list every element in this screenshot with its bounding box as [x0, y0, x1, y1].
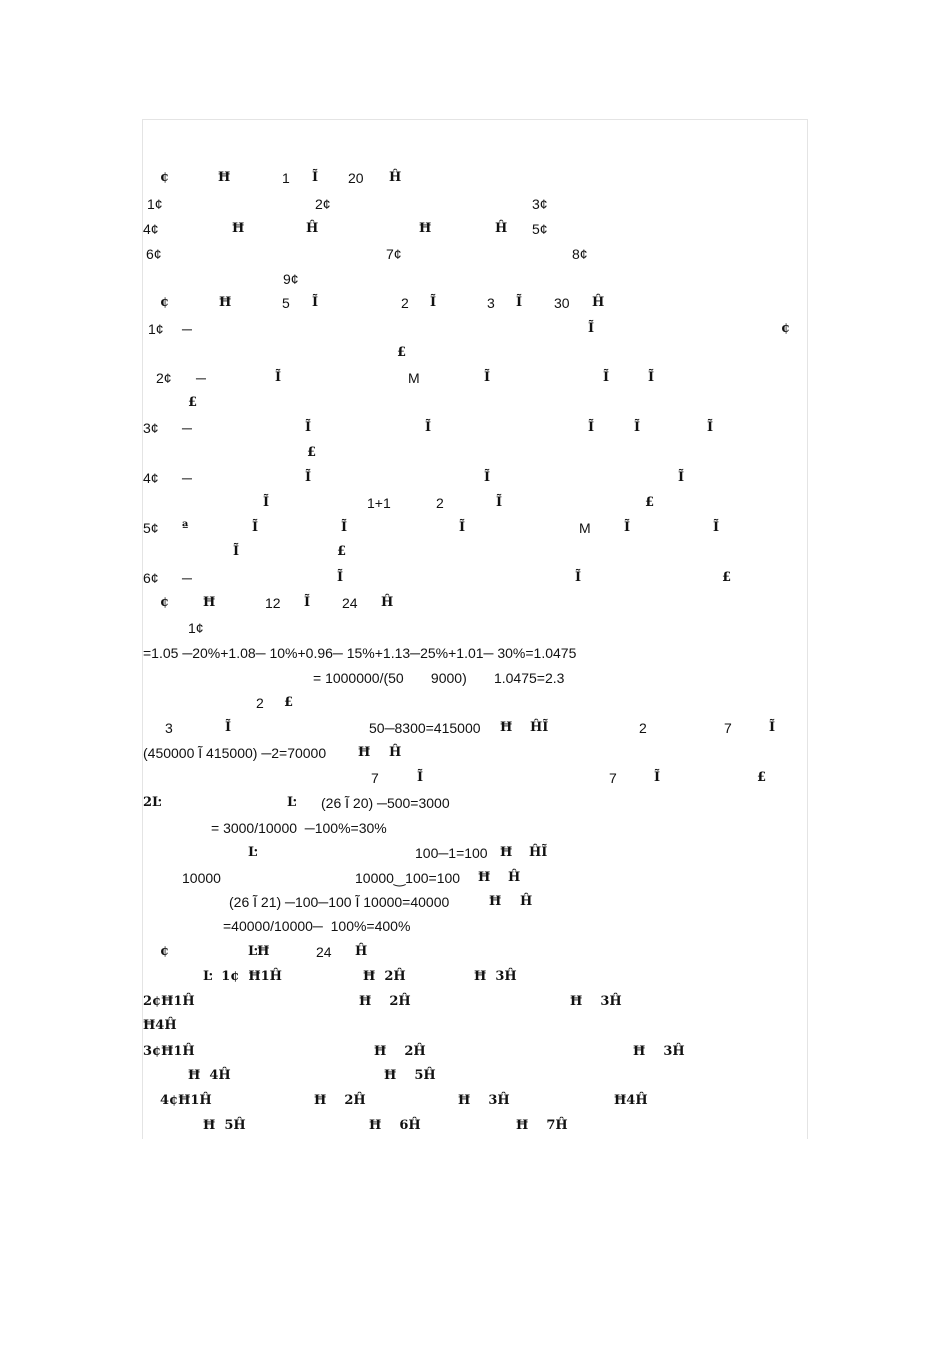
- text-fragment: ─: [196, 370, 206, 386]
- text-fragment: 7¢: [386, 246, 402, 262]
- text-fragment: Ĩ: [678, 470, 685, 485]
- text-fragment: Ĥ: [306, 221, 319, 236]
- text-line: [0, 343, 950, 365]
- text-fragment: 2Ŀ: [143, 795, 162, 810]
- text-fragment: 1¢: [147, 196, 163, 212]
- text-line: [0, 568, 950, 590]
- text-fragment: Ħ: [358, 745, 371, 760]
- text-line: [0, 743, 950, 765]
- text-fragment: Ĩ: [312, 295, 319, 310]
- text-fragment: Ĩ: [624, 520, 631, 535]
- text-fragment: £: [307, 445, 317, 460]
- text-line: [0, 593, 950, 615]
- text-fragment: 4¢: [143, 470, 159, 486]
- text-fragment: Ĥ: [495, 221, 508, 236]
- text-fragment: 50─8300=415000: [369, 720, 481, 736]
- text-line: [0, 718, 950, 740]
- text-line: [0, 1016, 950, 1038]
- text-fragment: Ĩ: [516, 295, 523, 310]
- text-fragment: ĤĨ: [529, 845, 548, 860]
- text-fragment: M: [408, 370, 420, 386]
- text-fragment: Ħ: [219, 295, 232, 310]
- text-fragment: ─: [182, 470, 192, 486]
- text-fragment: 1+1: [367, 495, 391, 511]
- text-fragment: Ĩ: [252, 520, 259, 535]
- text-fragment: Ħ: [500, 845, 513, 860]
- text-fragment: 7: [371, 770, 379, 786]
- text-fragment: £: [397, 345, 407, 360]
- text-fragment: Ħ 5Ĥ: [203, 1118, 246, 1133]
- text-line: [0, 393, 950, 415]
- text-fragment: 3¢: [532, 196, 548, 212]
- text-fragment: 2¢: [156, 370, 172, 386]
- text-fragment: Ħ 5Ĥ: [384, 1068, 436, 1083]
- text-line: [0, 194, 950, 216]
- text-fragment: Ħ 3Ĥ: [458, 1093, 510, 1108]
- text-line: [0, 668, 950, 690]
- text-fragment: Ĩ: [417, 770, 424, 785]
- text-fragment: Ħ 4Ĥ: [188, 1068, 231, 1083]
- text-fragment: Ĩ: [654, 770, 661, 785]
- text-fragment: Ĩ: [588, 420, 595, 435]
- text-fragment: 100─1=100: [415, 845, 488, 861]
- text-line: [0, 443, 950, 465]
- text-fragment: Ħ 3Ĥ: [633, 1044, 685, 1059]
- text-fragment: ª: [182, 520, 189, 535]
- text-line: [0, 992, 950, 1014]
- text-fragment: Ĩ: [769, 720, 776, 735]
- text-fragment: 6¢: [146, 246, 162, 262]
- text-fragment: Ħ 6Ĥ: [369, 1118, 421, 1133]
- text-fragment: Ĥ: [355, 944, 368, 959]
- text-fragment: Ĩ: [713, 520, 720, 535]
- text-fragment: Ĩ: [341, 520, 348, 535]
- text-line: [0, 368, 950, 390]
- text-fragment: Ħ: [218, 170, 231, 185]
- text-fragment: ¢: [781, 321, 791, 336]
- text-line: [0, 618, 950, 640]
- text-fragment: Ħ4Ĥ: [614, 1093, 648, 1108]
- text-fragment: Ħ: [203, 595, 216, 610]
- text-fragment: 4¢: [143, 221, 159, 237]
- text-fragment: Ĩ: [305, 470, 312, 485]
- text-fragment: Ħ: [478, 870, 491, 885]
- text-line: [0, 818, 950, 840]
- text-fragment: =1.05 ─20%+1.08─ 10%+0.96─ 15%+1.13─25%+1.01─ 30%=1.0475: [143, 645, 577, 661]
- text-fragment: Ĩ: [337, 570, 344, 585]
- text-fragment: Ĥ: [389, 170, 402, 185]
- text-fragment: 2: [401, 295, 409, 311]
- text-fragment: Ĩ: [225, 720, 232, 735]
- text-fragment: ─: [182, 321, 192, 337]
- text-fragment: Ħ 2Ĥ: [374, 1044, 426, 1059]
- text-fragment: 1: [282, 170, 290, 186]
- text-fragment: Ĩ: [275, 370, 282, 385]
- text-fragment: Ĩ: [707, 420, 714, 435]
- text-line: [0, 244, 950, 266]
- text-fragment: 3: [165, 720, 173, 736]
- text-fragment: Ĩ: [425, 420, 432, 435]
- text-fragment: Ŀ: [248, 845, 258, 860]
- text-fragment: 12: [265, 595, 281, 611]
- text-fragment: (26 Ĩ 20) ─500=3000: [321, 795, 450, 811]
- text-fragment: £: [284, 695, 294, 710]
- text-fragment: Ĥ: [520, 894, 533, 909]
- text-line: [0, 493, 950, 515]
- text-fragment: Ĩ: [312, 170, 319, 185]
- text-line: [0, 269, 950, 291]
- text-line: [0, 643, 950, 665]
- text-fragment: 8¢: [572, 246, 588, 262]
- text-line: [0, 219, 950, 241]
- text-fragment: 1¢: [188, 620, 204, 636]
- text-fragment: Ĩ: [575, 570, 582, 585]
- text-line: [0, 518, 950, 540]
- text-fragment: 7: [724, 720, 732, 736]
- text-fragment: (450000 Ĩ 415000) ─2=70000: [143, 745, 327, 761]
- text-fragment: Ĥ: [381, 595, 394, 610]
- text-line: [0, 168, 950, 190]
- text-fragment: Ŀ 1¢ Ħ1Ĥ: [203, 969, 282, 984]
- text-fragment: Ĩ: [648, 370, 655, 385]
- text-fragment: Ĥ: [389, 745, 402, 760]
- text-line: [0, 1066, 950, 1088]
- text-fragment: M: [579, 520, 591, 536]
- text-fragment: Ĩ: [263, 495, 270, 510]
- text-fragment: (26 Ĩ 21) ─100─100 Ĩ 10000=40000: [229, 894, 450, 910]
- text-fragment: 5¢: [532, 221, 548, 237]
- text-fragment: 3: [487, 295, 495, 311]
- text-fragment: £: [722, 570, 732, 585]
- text-fragment: 24: [342, 595, 358, 611]
- text-fragment: 24: [316, 944, 332, 960]
- text-fragment: Ĩ: [305, 420, 312, 435]
- text-fragment: Ĩ: [484, 470, 491, 485]
- text-fragment: ¢: [160, 944, 170, 959]
- text-fragment: Ħ 2Ĥ: [314, 1093, 366, 1108]
- text-fragment: Ĩ: [304, 595, 311, 610]
- text-fragment: Ĩ: [496, 495, 503, 510]
- text-fragment: 3¢Ħ1Ĥ: [143, 1044, 195, 1059]
- text-fragment: ─: [182, 420, 192, 436]
- text-fragment: = 3000/10000 ─100%=30%: [211, 820, 387, 836]
- text-fragment: £: [337, 544, 347, 559]
- text-line: [0, 319, 950, 341]
- text-fragment: ĤĨ: [530, 720, 549, 735]
- text-fragment: Ĩ: [484, 370, 491, 385]
- text-fragment: =40000/10000─ 100%=400%: [223, 918, 411, 934]
- text-fragment: ¢: [160, 595, 170, 610]
- text-fragment: Ħ: [232, 221, 245, 236]
- text-line: [0, 916, 950, 938]
- text-fragment: ─: [182, 570, 192, 586]
- text-line: [0, 418, 950, 440]
- text-fragment: Ħ: [419, 221, 432, 236]
- text-line: [0, 1091, 950, 1113]
- text-fragment: ĿĦ: [248, 944, 270, 959]
- text-fragment: = 1000000/(50 9000) 1.0475=2.3: [313, 670, 565, 686]
- text-fragment: Ĩ: [459, 520, 466, 535]
- text-line: [0, 468, 950, 490]
- text-fragment: ¢: [160, 170, 170, 185]
- text-fragment: 2¢: [315, 196, 331, 212]
- text-fragment: Ħ: [489, 894, 502, 909]
- text-fragment: 6¢: [143, 570, 159, 586]
- text-line: [0, 768, 950, 790]
- text-fragment: Ĩ: [588, 321, 595, 336]
- text-fragment: 10000: [182, 870, 221, 886]
- text-line: [0, 293, 950, 315]
- text-line: [0, 843, 950, 865]
- text-fragment: 2: [436, 495, 444, 511]
- text-fragment: 4¢Ħ1Ĥ: [160, 1093, 212, 1108]
- text-line: [0, 693, 950, 715]
- text-fragment: Ħ 3Ĥ: [474, 969, 517, 984]
- text-fragment: 5¢: [143, 520, 159, 536]
- text-fragment: £: [757, 770, 767, 785]
- text-fragment: 1¢: [148, 321, 164, 337]
- text-fragment: 30: [554, 295, 570, 311]
- text-fragment: Ĥ: [508, 870, 521, 885]
- text-fragment: 9¢: [283, 271, 299, 287]
- text-fragment: 2: [256, 695, 264, 711]
- text-line: [0, 793, 950, 815]
- text-fragment: Ĩ: [233, 544, 240, 559]
- text-fragment: Ħ 3Ĥ: [570, 994, 622, 1009]
- text-line: [0, 868, 950, 890]
- text-fragment: Ĩ: [634, 420, 641, 435]
- text-fragment: Ħ 2Ĥ: [359, 994, 411, 1009]
- text-line: [0, 1042, 950, 1064]
- text-line: [0, 942, 950, 964]
- text-fragment: £: [645, 495, 655, 510]
- text-fragment: 7: [609, 770, 617, 786]
- text-line: [0, 1116, 950, 1138]
- text-fragment: 10000‿100=100: [355, 870, 461, 886]
- text-fragment: 20: [348, 170, 364, 186]
- text-fragment: Ħ 7Ĥ: [516, 1118, 568, 1133]
- text-fragment: 3¢: [143, 420, 159, 436]
- text-fragment: Ħ4Ĥ: [143, 1018, 177, 1033]
- text-fragment: Ŀ: [287, 795, 297, 810]
- text-fragment: 2¢Ħ1Ĥ: [143, 994, 195, 1009]
- text-line: [0, 892, 950, 914]
- text-line: [0, 542, 950, 564]
- text-line: [0, 967, 950, 989]
- text-fragment: 5: [282, 295, 290, 311]
- text-fragment: Ħ 2Ĥ: [363, 969, 406, 984]
- text-fragment: 2: [639, 720, 647, 736]
- text-fragment: Ĥ: [592, 295, 605, 310]
- text-fragment: £: [188, 395, 198, 410]
- text-fragment: Ĩ: [430, 295, 437, 310]
- text-fragment: ¢: [160, 295, 170, 310]
- text-fragment: Ħ: [500, 720, 513, 735]
- text-fragment: Ĩ: [603, 370, 610, 385]
